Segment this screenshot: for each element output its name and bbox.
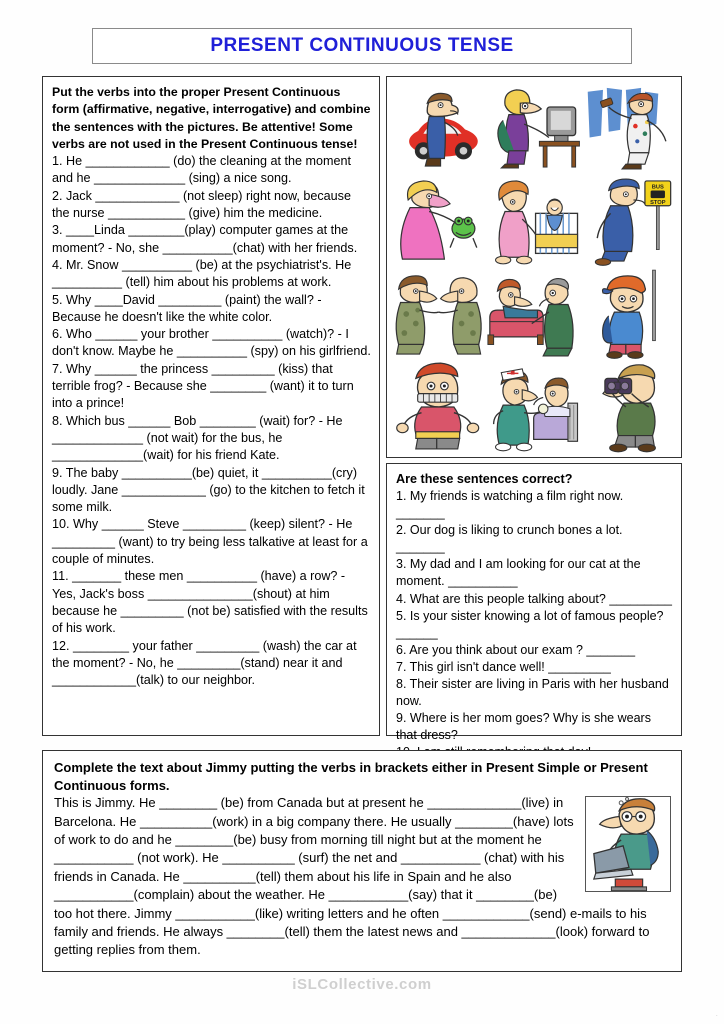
exercise-2-items (396, 488, 673, 762)
scene-man-spying-binoculars (582, 360, 677, 453)
exercise-3-instructions: Complete the text about Jimmy putting the verbs in brackets either in Present Simple or Present Continuous forms. (54, 760, 648, 793)
list-item: 12. ________ your father _________ (wash) the car at the moment? - No, he _________(stand) near it and ____________(talk) to our neighbor. (52, 638, 357, 688)
list-item: 5. Is your sister knowing a lot of famous people? ______ (396, 608, 664, 640)
scene-two-men-arguing (391, 267, 486, 360)
illustration-grid (391, 81, 677, 453)
list-item: 7. This girl isn't dance well! _________ (396, 659, 611, 674)
scene-man-at-bus-stop (582, 174, 677, 267)
scene-man-painting-wall (582, 81, 677, 174)
jimmy-inset-wrapper (585, 796, 671, 892)
list-item: 5. Why ____David _________ (paint) the wall? - Because he doesn't like the white color. (52, 292, 322, 324)
worksheet-title-bar (92, 28, 632, 64)
footer-watermark: iSLCollective.com (292, 976, 432, 993)
list-item: 8. Which bus ______ Bob ________ (wait) for? - He _____________ (not wait) for the bus, he _____________(wait) for his friend Kate. (52, 413, 343, 463)
list-item: 4. Mr. Snow __________ (be) at the psychiatrist's. He __________ (tell) him about his problems at work. (52, 257, 352, 290)
list-item: 7. Why ______ the princess _________ (kiss) that terrible frog? - Because she ________ (want) it to turn into a prince! (52, 361, 354, 411)
exercise-3-box (42, 750, 682, 972)
scene-princess-kissing-frog (391, 174, 486, 267)
list-item: 1. He ____________ (do) the cleaning at the moment and he _____________ (sing) a nice song. (52, 154, 351, 186)
list-item: 6. Who ______ your brother __________ (watch)? - I don't know. Maybe he __________ (spy) on his girlfriend. (52, 327, 371, 359)
jimmy-inset-image (585, 796, 671, 892)
list-item: 4. What are this people talking about? _________ (396, 591, 672, 606)
exercise-2-instructions: Are these sentences correct? (396, 472, 573, 486)
page-title: PRESENT CONTINUOUS TENSE (210, 35, 514, 56)
exercise-3-text: This is Jimmy. He ________ (be) from Canada but at present he _____________(live) in Barcelona. He __________(work) in a big company there. He usually ________(have) lots of work to do and he ________(be) busy from morning till night but at the moment he ___________ (not work). He __________ (surf) the net and ___________ (chat) with his friends in Canada. He __________(tell) them about his life in Spain and he also ___________(complain) about the weather. He ___________(say) that it ________(be) too hot there. Jimmy ___________(like) writing letters and he often ____________(send) e-mails to his family and friends. He always ________(tell) them the latest news and _____________(look) forward to getting replies from them. (54, 795, 650, 958)
exercise-1-items (52, 153, 371, 689)
list-item: 9. Where is her mom goes? Why is she wears that dress? (396, 711, 651, 743)
exercise-1-instructions: Put the verbs into the proper Present Continuous form (affirmative, negative, interrogative) and combine the sentences with the pictures. Be attentive! Some verbs are not used in the Present Continuous tense! (52, 85, 371, 151)
scene-nurse-giving-medicine (486, 360, 581, 453)
exercise-2-box (386, 463, 682, 743)
illustrations-box (386, 76, 682, 458)
scene-woman-at-computer (486, 81, 581, 174)
list-item: 11. _______ these men __________ (have) a row? - Yes, Jack's boss _______________(shout) at him because he _________ (not be) satisfied with the results of his work. (52, 569, 368, 636)
bus-sign-line1: BUS (651, 184, 664, 191)
list-item: 2. Jack ____________ (not sleep) right now, because the nurse ___________ (give) him the medicine. (52, 188, 351, 221)
scene-man-on-psychiatrist-couch (486, 267, 581, 360)
scene-woman-with-crying-baby (486, 174, 581, 267)
bus-sign-line2: STOP (649, 199, 666, 206)
list-item: 1. My friends is watching a film right now. _______ (396, 489, 624, 521)
exercise-1-box (42, 76, 380, 736)
corner-mark: . (715, 1008, 718, 1018)
scene-boy-with-backpack (582, 267, 677, 360)
list-item: 3. My dad and I am looking for our cat at the moment. __________ (396, 557, 641, 589)
scene-man-keeping-silent (391, 360, 486, 453)
list-item: 8. Their sister are living in Paris with her husband now. (396, 677, 669, 709)
list-item: 2. Our dog is liking to crunch bones a lot. _______ (396, 523, 623, 555)
list-item: 10. Why ______ Steve _________ (keep) silent? - He _________ (want) to try being less talkative at least for a couple of minutes. (52, 517, 368, 567)
list-item: 9. The baby __________(be) quiet, it __________(cry) loudly. Jane ____________ (go) to the kitchen to fetch it some milk. (52, 465, 365, 515)
list-item: 3. ____Linda ________(play) computer games at the moment? - No, she __________(chat) with her friends. (52, 223, 358, 255)
scene-man-cleaning-car (391, 81, 486, 174)
list-item: 6. Are you think about our exam ? _______ (396, 642, 636, 657)
